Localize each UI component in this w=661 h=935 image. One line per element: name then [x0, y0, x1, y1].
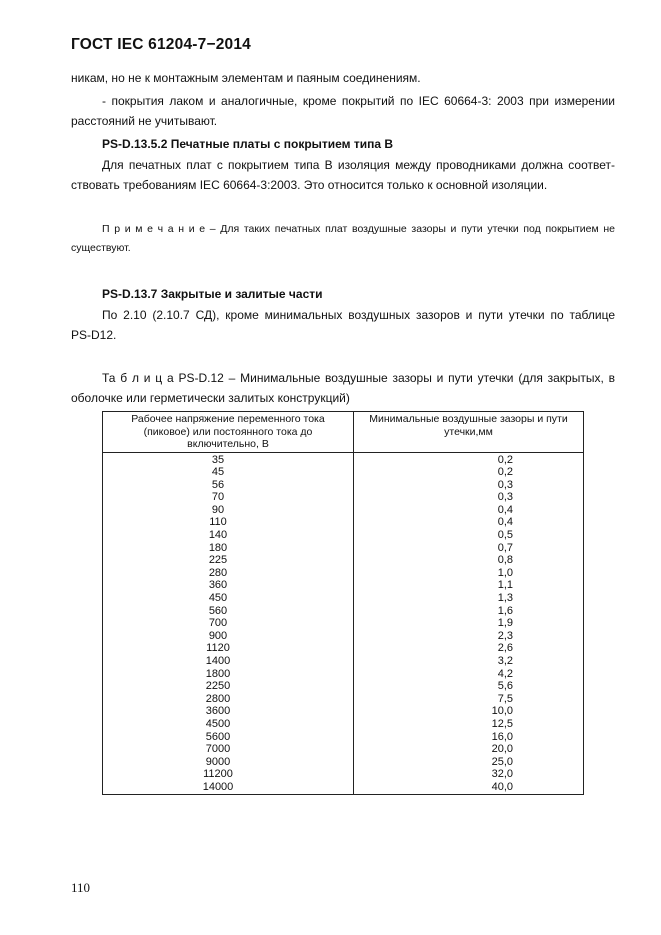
voltage-cell: 2800	[103, 693, 354, 706]
document-header: ГОСТ IEC 61204-7−2014	[71, 36, 251, 53]
clearance-cell: 10,0	[354, 705, 584, 718]
clearance-cell: 0,5	[354, 529, 584, 542]
clearance-cell: 2,3	[354, 630, 584, 643]
voltage-cell: 2250	[103, 680, 354, 693]
table-row	[103, 756, 584, 769]
clearance-cell: 5,6	[354, 680, 584, 693]
voltage-cell: 110	[103, 516, 354, 529]
voltage-cell: 90	[103, 504, 354, 517]
table-row	[103, 605, 584, 618]
table-caption-line2: оболочке или герметически залитых конструкций)	[71, 391, 350, 405]
clearance-cell: 0,2	[354, 466, 584, 479]
table-header-voltage: Рабочее напряжение переменного тока (пиковое) или постоянного тока до включительно, В	[103, 412, 354, 453]
table-body	[103, 452, 584, 794]
voltage-cell: 1800	[103, 668, 354, 681]
clearance-cell: 16,0	[354, 731, 584, 744]
clearance-cell: 1,9	[354, 617, 584, 630]
table-row	[103, 781, 584, 794]
table-row	[103, 693, 584, 706]
voltage-cell: 900	[103, 630, 354, 643]
clearance-cell: 25,0	[354, 756, 584, 769]
voltage-cell: 3600	[103, 705, 354, 718]
table-row	[103, 630, 584, 643]
table-row	[103, 680, 584, 693]
table-row	[103, 491, 584, 504]
page-number: 110	[71, 880, 91, 895]
clearance-cell: 12,5	[354, 718, 584, 731]
clearance-cell: 0,4	[354, 516, 584, 529]
clearance-cell: 1,0	[354, 567, 584, 580]
clearance-cell: 1,1	[354, 579, 584, 592]
clearance-cell: 1,3	[354, 592, 584, 605]
voltage-cell: 700	[103, 617, 354, 630]
note-line2: существуют.	[71, 242, 131, 254]
table-row	[103, 554, 584, 567]
clearance-cell: 1,6	[354, 605, 584, 618]
paragraph-coatings-line2: расстояний не учитывают.	[71, 114, 218, 128]
clearance-cell: 0,2	[354, 452, 584, 466]
clearance-cell: 4,2	[354, 668, 584, 681]
clearance-cell: 0,3	[354, 479, 584, 492]
table-caption-line1: Та б л и ц а PS-D.12 – Минимальные воздушные зазоры и пути утечки (для закрытых, в	[102, 371, 615, 385]
clearance-cell: 0,8	[354, 554, 584, 567]
table-row	[103, 529, 584, 542]
voltage-cell: 225	[103, 554, 354, 567]
paragraph-pcb-line2: ствовать требованиям IEC 60664-3:2003. Это относится только к основной изоляции.	[71, 178, 548, 192]
voltage-cell: 14000	[103, 781, 354, 794]
paragraph-enclosed-line2: PS-D12.	[71, 328, 117, 342]
continued-paragraph: никам, но не к монтажным элементам и паяным соединениям.	[71, 71, 421, 85]
table-row	[103, 731, 584, 744]
voltage-cell: 140	[103, 529, 354, 542]
section-heading-pcb-type-b: PS-D.13.5.2 Печатные платы с покрытием типа В	[102, 137, 394, 151]
voltage-cell: 5600	[103, 731, 354, 744]
paragraph-coatings-line1: - покрытия лаком и аналогичные, кроме покрытий по IEC 60664-3: 2003 при измерении	[102, 94, 615, 108]
clearance-cell: 0,3	[354, 491, 584, 504]
paragraph-pcb-line1: Для печатных плат с покрытием типа В изоляция между проводниками должна соответ-	[102, 158, 615, 172]
table-row	[103, 504, 584, 517]
table-row	[103, 592, 584, 605]
voltage-cell: 9000	[103, 756, 354, 769]
table-row	[103, 718, 584, 731]
voltage-cell: 11200	[103, 768, 354, 781]
table-row	[103, 617, 584, 630]
table-row	[103, 542, 584, 555]
voltage-cell: 560	[103, 605, 354, 618]
clearance-cell: 32,0	[354, 768, 584, 781]
voltage-cell: 45	[103, 466, 354, 479]
table-row	[103, 479, 584, 492]
table-header-clearance: Минимальные воздушные зазоры и пути утечки,мм	[354, 412, 584, 453]
clearance-cell: 7,5	[354, 693, 584, 706]
note-line1: П р и м е ч а н и е – Для таких печатных плат воздушные зазоры и пути утечки под покрытием не	[102, 223, 615, 235]
clearance-cell: 3,2	[354, 655, 584, 668]
table-row	[103, 642, 584, 655]
voltage-cell: 1400	[103, 655, 354, 668]
table-row	[103, 705, 584, 718]
voltage-cell: 450	[103, 592, 354, 605]
paragraph-enclosed-line1: По 2.10 (2.10.7 СД), кроме минимальных воздушных зазоров и пути утечки по таблице	[102, 308, 615, 322]
clearance-cell: 0,4	[354, 504, 584, 517]
section-heading-enclosed-parts: PS-D.13.7 Закрытые и залитые части	[102, 287, 323, 301]
voltage-cell: 4500	[103, 718, 354, 731]
table-row	[103, 567, 584, 580]
voltage-cell: 7000	[103, 743, 354, 756]
clearance-cell: 20,0	[354, 743, 584, 756]
table-row	[103, 579, 584, 592]
clearance-cell: 40,0	[354, 781, 584, 794]
table-row	[103, 743, 584, 756]
voltage-cell: 1120	[103, 642, 354, 655]
voltage-cell: 360	[103, 579, 354, 592]
table-row	[103, 668, 584, 681]
voltage-cell: 70	[103, 491, 354, 504]
clearance-cell: 0,7	[354, 542, 584, 555]
table-row	[103, 768, 584, 781]
voltage-cell: 280	[103, 567, 354, 580]
table-row	[103, 516, 584, 529]
voltage-cell: 180	[103, 542, 354, 555]
clearance-cell: 2,6	[354, 642, 584, 655]
table-row	[103, 466, 584, 479]
clearance-table	[102, 411, 584, 795]
voltage-cell: 56	[103, 479, 354, 492]
table-row	[103, 655, 584, 668]
table-row	[103, 452, 584, 466]
voltage-cell: 35	[103, 452, 354, 466]
